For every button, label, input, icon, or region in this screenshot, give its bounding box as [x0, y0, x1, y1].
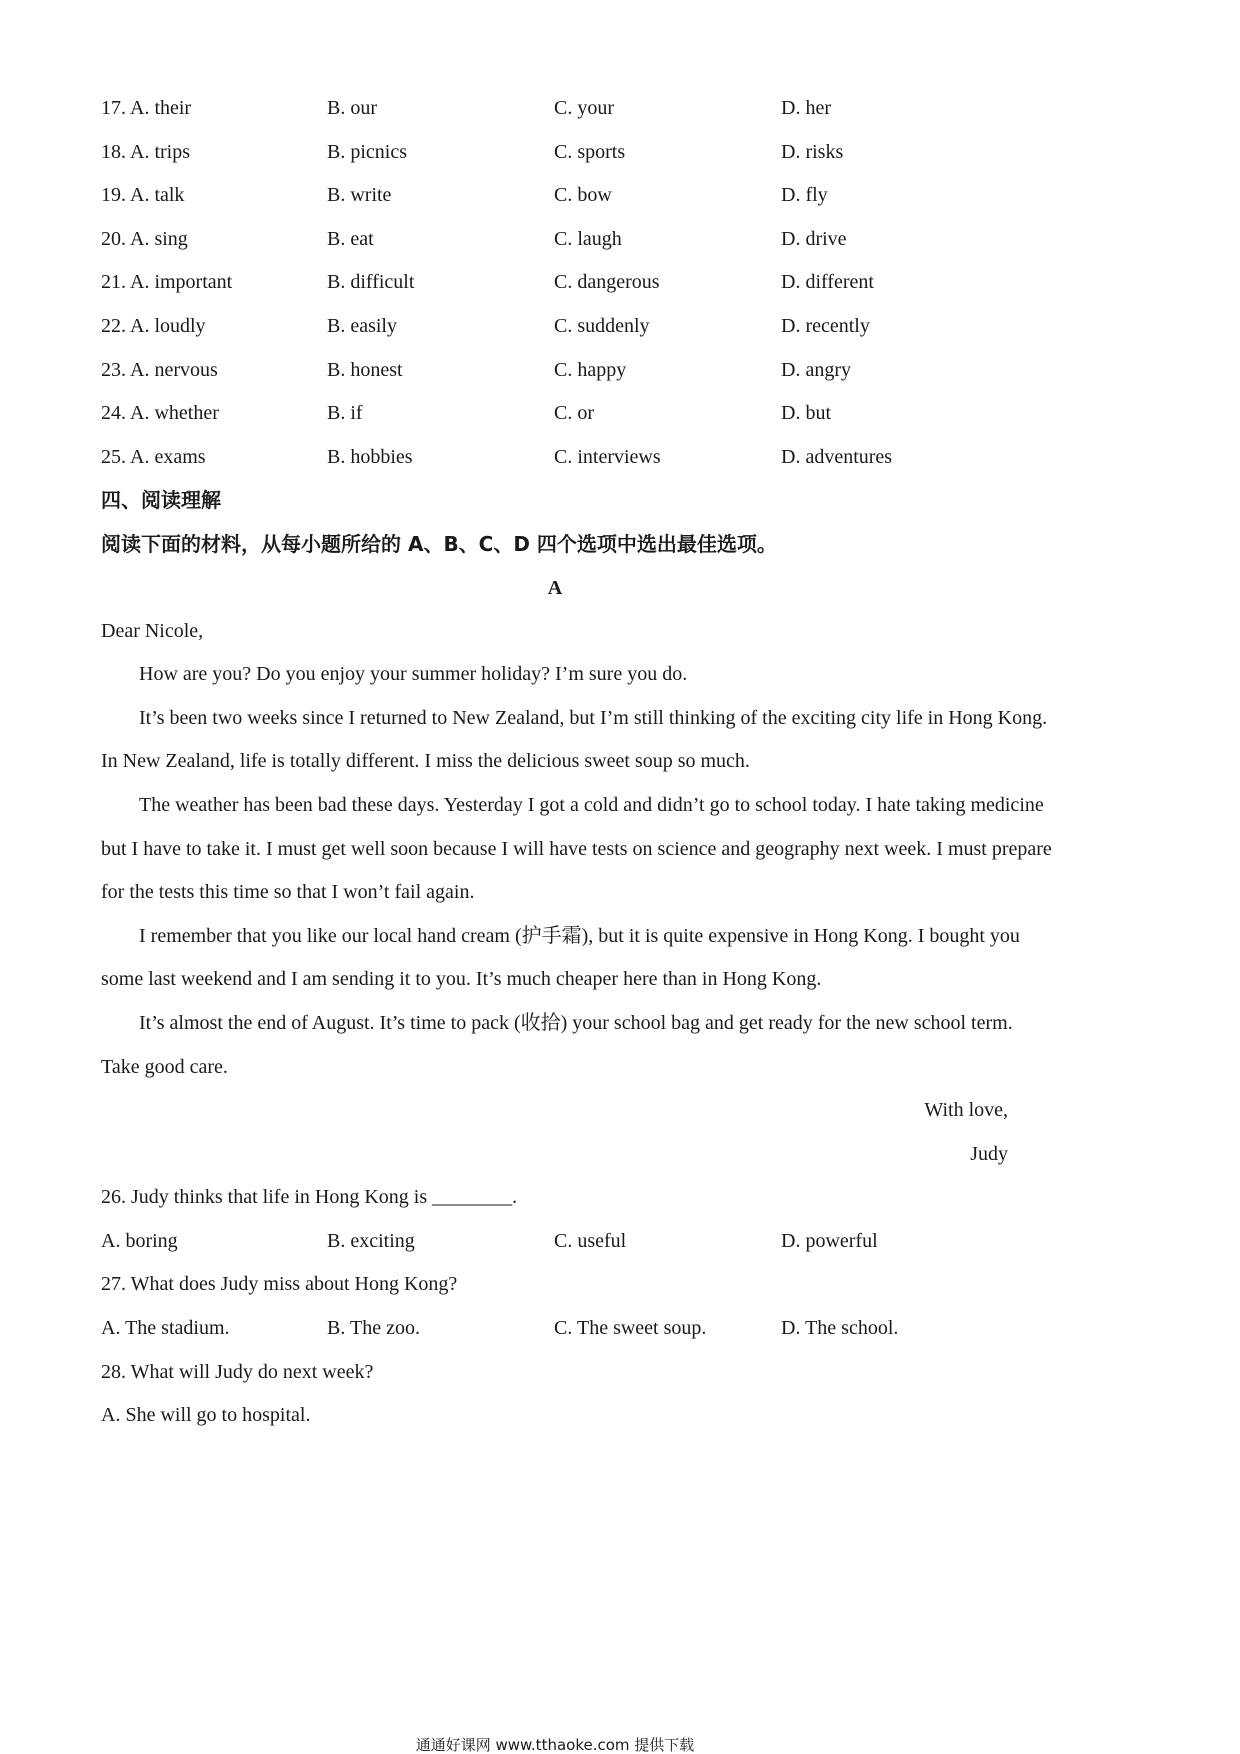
- option-b: B. difficult: [327, 271, 415, 293]
- section-title: 四、阅读理解: [101, 488, 221, 512]
- letter-line: How are you? Do you enjoy your summer holiday? I’m sure you do.: [139, 663, 688, 685]
- option-d: D. adventures: [781, 446, 893, 468]
- option-c: C. happy: [554, 359, 627, 381]
- question-number: 20.: [101, 228, 126, 250]
- option-a: A. their: [130, 97, 192, 119]
- letter-line: for the tests this time so that I won’t fail again.: [101, 881, 475, 903]
- question-number: 17.: [101, 97, 126, 119]
- option-a: A. boring: [101, 1230, 178, 1252]
- letter-line: It’s almost the end of August. It’s time to pack (收拾) your school bag and get ready for the new school term.: [139, 1012, 1013, 1034]
- option-d: D. risks: [781, 141, 844, 163]
- question-number: 21.: [101, 271, 126, 293]
- option-c: C. useful: [554, 1230, 627, 1252]
- option-d: D. different: [781, 271, 874, 293]
- option-c: C. suddenly: [554, 315, 650, 337]
- option-c: C. laugh: [554, 228, 622, 250]
- letter-line: In New Zealand, life is totally different. I miss the delicious sweet soup so much.: [101, 750, 750, 772]
- option-a: A. loudly: [130, 315, 206, 337]
- letter-line: but I have to take it. I must get well soon because I will have tests on science and geography next week. I must prepare: [101, 838, 1052, 860]
- option-d: D. but: [781, 402, 831, 424]
- option-d: D. fly: [781, 184, 828, 206]
- question-number: 22.: [101, 315, 126, 337]
- option-d: D. recently: [781, 315, 870, 337]
- question-stem: 26. Judy thinks that life in Hong Kong is ________.: [101, 1186, 518, 1208]
- option-a: A. The stadium.: [101, 1317, 230, 1339]
- option-b: B. write: [327, 184, 392, 206]
- option-b: B. if: [327, 402, 363, 424]
- letter-line: It’s been two weeks since I returned to New Zealand, but I’m still thinking of the exciting city life in Hong Kong.: [139, 707, 1048, 729]
- letter-line: Take good care.: [101, 1056, 228, 1078]
- passage-label: A: [547, 577, 563, 599]
- option-a: A. talk: [130, 184, 185, 206]
- option-c: C. interviews: [554, 446, 661, 468]
- option-c: C. your: [554, 97, 614, 119]
- option-c: C. The sweet soup.: [554, 1317, 707, 1339]
- option-d: D. drive: [781, 228, 847, 250]
- option-a: A. whether: [130, 402, 219, 424]
- option-a: A. trips: [130, 141, 190, 163]
- option-b: B. hobbies: [327, 446, 413, 468]
- option-b: B. picnics: [327, 141, 407, 163]
- option-b: B. eat: [327, 228, 374, 250]
- option-d: D. The school.: [781, 1317, 899, 1339]
- letter-line: I remember that you like our local hand cream (护手霜), but it is quite expensive in Hong Kong. I bought you: [139, 925, 1020, 947]
- section-instruction: 阅读下面的材料，从每小题所给的 A、B、C、D 四个选项中选出最佳选项。: [101, 532, 777, 556]
- question-number: 25.: [101, 446, 126, 468]
- question-number: 23.: [101, 359, 126, 381]
- option-d: D. her: [781, 97, 831, 119]
- letter-closing: With love,: [924, 1099, 1008, 1121]
- option-a: A. important: [130, 271, 233, 293]
- question-number: 18.: [101, 141, 126, 163]
- option-b: B. exciting: [327, 1230, 415, 1252]
- option-c: C. sports: [554, 141, 626, 163]
- option-a: A. She will go to hospital.: [101, 1404, 311, 1426]
- page-footer: 通通好课网 www.tthaoke.com 提供下载: [415, 1736, 695, 1754]
- option-a: A. exams: [130, 446, 206, 468]
- letter-signature: Judy: [970, 1143, 1008, 1165]
- option-b: B. easily: [327, 315, 397, 337]
- letter-line: The weather has been bad these days. Yesterday I got a cold and didn’t go to school today. I hate taking medicine: [139, 794, 1044, 816]
- question-number: 19.: [101, 184, 126, 206]
- option-d: D. angry: [781, 359, 851, 381]
- option-a: A. sing: [130, 228, 188, 250]
- option-c: C. bow: [554, 184, 612, 206]
- option-c: C. dangerous: [554, 271, 660, 293]
- option-c: C. or: [554, 402, 594, 424]
- option-b: B. honest: [327, 359, 403, 381]
- option-d: D. powerful: [781, 1230, 878, 1252]
- option-a: A. nervous: [130, 359, 218, 381]
- letter-greeting: Dear Nicole,: [101, 620, 204, 642]
- option-b: B. The zoo.: [327, 1317, 420, 1339]
- question-number: 24.: [101, 402, 126, 424]
- letter-line: some last weekend and I am sending it to you. It’s much cheaper here than in Hong Kong.: [101, 968, 822, 990]
- question-stem: 28. What will Judy do next week?: [101, 1361, 374, 1383]
- option-b: B. our: [327, 97, 377, 119]
- question-stem: 27. What does Judy miss about Hong Kong?: [101, 1273, 458, 1295]
